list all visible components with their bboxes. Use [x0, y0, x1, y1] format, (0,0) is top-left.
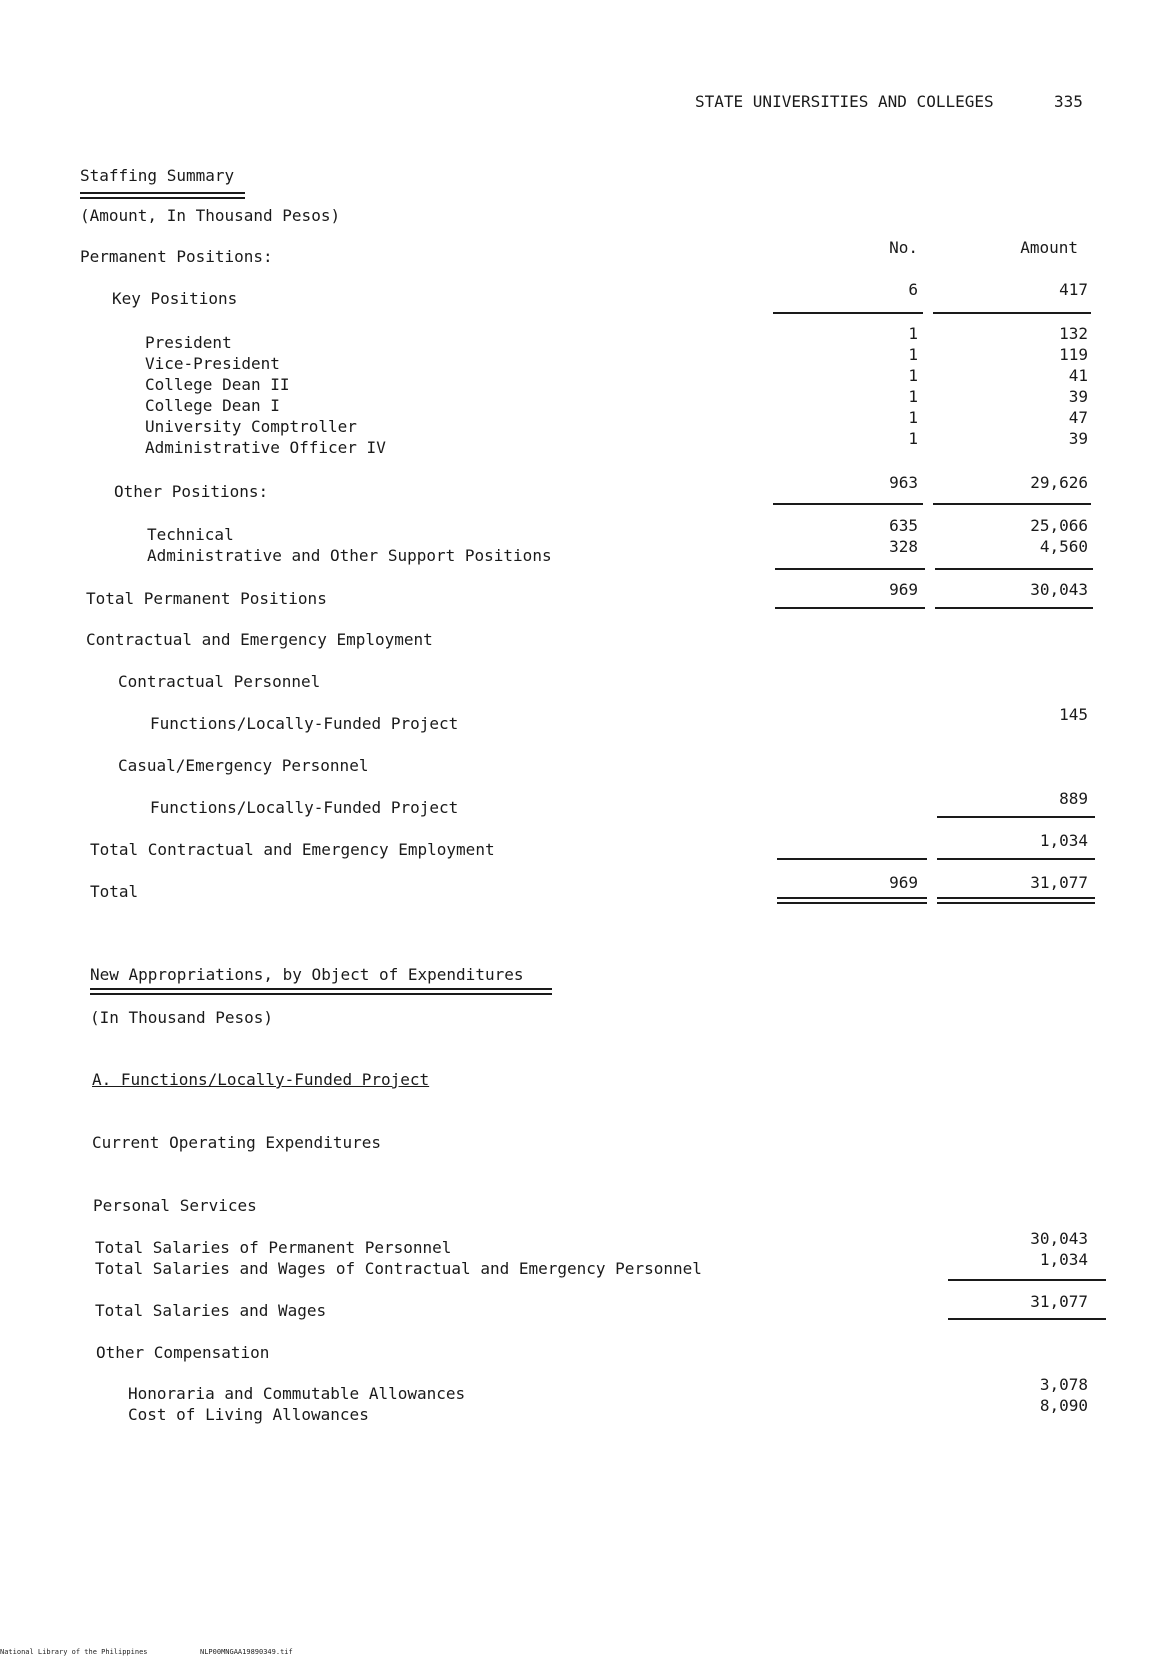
casual-item-amount: 889 — [1059, 789, 1088, 808]
total-permanent-label: Total Permanent Positions — [86, 589, 327, 608]
cola-amount: 8,090 — [1039, 1396, 1088, 1415]
double-rule — [937, 897, 1095, 904]
key-item-no: 1 — [908, 324, 918, 343]
rule — [773, 312, 923, 314]
key-item-label: Administrative Officer IV — [145, 438, 386, 457]
rule — [948, 1279, 1106, 1281]
other-positions-amount: 29,626 — [1030, 473, 1088, 492]
key-item-no: 1 — [908, 345, 918, 364]
staffing-title: Staffing Summary — [80, 166, 235, 185]
rule — [777, 858, 927, 860]
footer-library: National Library of the Philippines — [0, 1648, 148, 1656]
staffing-title-rule — [80, 192, 245, 199]
rule — [948, 1318, 1106, 1320]
rule — [775, 568, 925, 570]
key-item-label: College Dean II — [145, 375, 290, 394]
key-item-no: 1 — [908, 408, 918, 427]
appropriations-title: New Appropriations, by Object of Expenditures — [90, 965, 524, 984]
col-header-no: No. — [889, 238, 918, 257]
key-item-amount: 39 — [1068, 387, 1088, 406]
total-contractual-label: Total Contractual and Emergency Employment — [90, 840, 495, 859]
salaries-contractual-amount: 1,034 — [1039, 1250, 1088, 1269]
rule — [935, 568, 1093, 570]
key-item-label: President — [145, 333, 232, 352]
key-item-label: University Comptroller — [145, 417, 357, 436]
total-permanent-no: 969 — [889, 580, 918, 599]
other-item-label: Administrative and Other Support Positions — [147, 546, 552, 565]
total-salaries-label: Total Salaries and Wages — [95, 1301, 327, 1320]
contractual-item-amount: 145 — [1059, 705, 1088, 724]
other-compensation-label: Other Compensation — [96, 1343, 270, 1362]
total-permanent-amount: 30,043 — [1030, 580, 1088, 599]
salaries-contractual-label: Total Salaries and Wages of Contractual and Emergency Personnel — [95, 1259, 702, 1278]
key-item-no: 1 — [908, 429, 918, 448]
key-item-amount: 39 — [1068, 429, 1088, 448]
grand-total-label: Total — [90, 882, 139, 901]
salaries-permanent-label: Total Salaries of Permanent Personnel — [95, 1238, 452, 1257]
permanent-positions-label: Permanent Positions: — [80, 247, 273, 266]
honoraria-amount: 3,078 — [1039, 1375, 1088, 1394]
rule — [935, 607, 1093, 609]
key-item-no: 1 — [908, 387, 918, 406]
rule — [773, 503, 923, 505]
other-item-no: 328 — [889, 537, 918, 556]
rule — [937, 816, 1095, 818]
key-item-amount: 132 — [1059, 324, 1088, 343]
contractual-section-label: Contractual and Emergency Employment — [86, 630, 433, 649]
total-salaries-amount: 31,077 — [1030, 1292, 1088, 1311]
key-item-label: Vice-President — [145, 354, 280, 373]
other-item-no: 635 — [889, 516, 918, 535]
key-item-amount: 47 — [1068, 408, 1088, 427]
other-positions-label: Other Positions: — [114, 482, 269, 501]
rule — [775, 607, 925, 609]
contractual-item-label: Functions/Locally-Funded Project — [150, 714, 459, 733]
key-item-amount: 119 — [1059, 345, 1088, 364]
other-item-amount: 4,560 — [1039, 537, 1088, 556]
cola-label: Cost of Living Allowances — [128, 1405, 369, 1424]
key-positions-label: Key Positions — [112, 289, 238, 308]
key-item-no: 1 — [908, 366, 918, 385]
key-item-label: College Dean I — [145, 396, 280, 415]
appropriations-title-rule — [90, 988, 552, 995]
casual-item-label: Functions/Locally-Funded Project — [150, 798, 459, 817]
double-rule — [777, 897, 927, 904]
casual-personnel-label: Casual/Emergency Personnel — [118, 756, 369, 775]
staffing-subtitle: (Amount, In Thousand Pesos) — [80, 206, 341, 225]
footer-file: NLP00MNGAA19890349.tif — [200, 1648, 293, 1656]
other-item-label: Technical — [147, 525, 234, 544]
other-positions-no: 963 — [889, 473, 918, 492]
page-number: 335 — [1054, 92, 1083, 111]
grand-total-amount: 31,077 — [1030, 873, 1088, 892]
grand-total-no: 969 — [889, 873, 918, 892]
page-header-title: STATE UNIVERSITIES AND COLLEGES — [695, 92, 994, 111]
contractual-personnel-label: Contractual Personnel — [118, 672, 321, 691]
rule — [933, 503, 1091, 505]
appropriations-subtitle: (In Thousand Pesos) — [90, 1008, 274, 1027]
rule — [937, 858, 1095, 860]
current-operating-label: Current Operating Expenditures — [92, 1133, 381, 1152]
personal-services-label: Personal Services — [93, 1196, 257, 1215]
key-positions-no: 6 — [908, 280, 918, 299]
salaries-permanent-amount: 30,043 — [1030, 1229, 1088, 1248]
key-item-amount: 41 — [1068, 366, 1088, 385]
col-header-amount: Amount — [1020, 238, 1078, 257]
other-item-amount: 25,066 — [1030, 516, 1088, 535]
key-positions-amount: 417 — [1059, 280, 1088, 299]
honoraria-label: Honoraria and Commutable Allowances — [128, 1384, 466, 1403]
total-contractual-amount: 1,034 — [1039, 831, 1088, 850]
rule — [933, 312, 1091, 314]
section-a-heading: A. Functions/Locally-Funded Project — [92, 1070, 430, 1089]
